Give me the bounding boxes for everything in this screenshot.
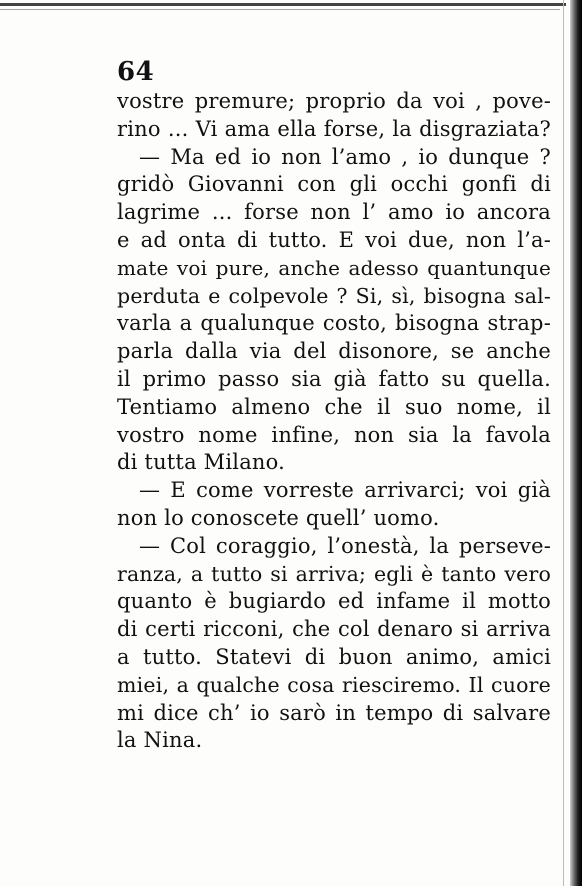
text-line: mate voi pure, anche adesso quantunque	[117, 255, 551, 280]
text-line: quanto è bugiardo ed infame il motto	[117, 589, 551, 614]
page-number: 64	[117, 57, 155, 87]
text-line: vostro nome infine, non sia la favola	[117, 422, 551, 447]
text-line: di certi ricconi, che col denaro si arriva	[117, 617, 551, 642]
text-line: ranza, a tutto si arriva; egli è tanto vero	[117, 561, 551, 586]
text-line: gridò Giovanni con gli occhi gonfi di	[117, 172, 551, 197]
page-gutter-line	[563, 0, 564, 886]
body-text	[117, 88, 551, 755]
text-line: lagrime ... forse non l’ amo io ancora	[117, 200, 551, 225]
text-line: — Col coraggio, l’onestà, la perseve-	[139, 533, 551, 558]
text-line: miei, a qualche cosa riesciremo. Il cuore	[117, 672, 551, 697]
text-line: non lo conoscete quell’ uomo.	[117, 505, 440, 530]
text-line: — Ma ed io non l’amo , io dunque ?	[139, 144, 551, 169]
text-line: di tutta Milano.	[117, 450, 286, 475]
text-line: parla dalla via del disonore, se anche	[117, 339, 551, 364]
text-line: il primo passo sia già fatto su quella.	[117, 366, 551, 391]
text-line: la Nina.	[117, 728, 203, 753]
text-line: a tutto. Statevi di buon animo, amici	[117, 644, 551, 669]
text-line: perduta e colpevole ? Si, sì, bisogna sal-	[117, 283, 551, 308]
text-line: mi dice ch’ io sarò in tempo di salvare	[117, 700, 551, 725]
text-line: — E come vorreste arrivarci; voi già	[139, 478, 551, 503]
text-line: Tentiamo almeno che il suo nome, il	[117, 394, 551, 419]
page-binding-edge	[570, 0, 582, 886]
text-line: vostre premure; proprio da voi , pove-	[117, 89, 551, 113]
text-line: e ad onta di tutto. E voi due, non l’a-	[117, 227, 551, 252]
text-line: varla a qualunque costo, bisogna strap-	[117, 311, 551, 336]
text-line: rino ... Vi ama ella forse, la disgraziata?	[117, 116, 551, 141]
top-border-rule	[0, 3, 566, 6]
top-border-thin-rule	[0, 9, 560, 10]
